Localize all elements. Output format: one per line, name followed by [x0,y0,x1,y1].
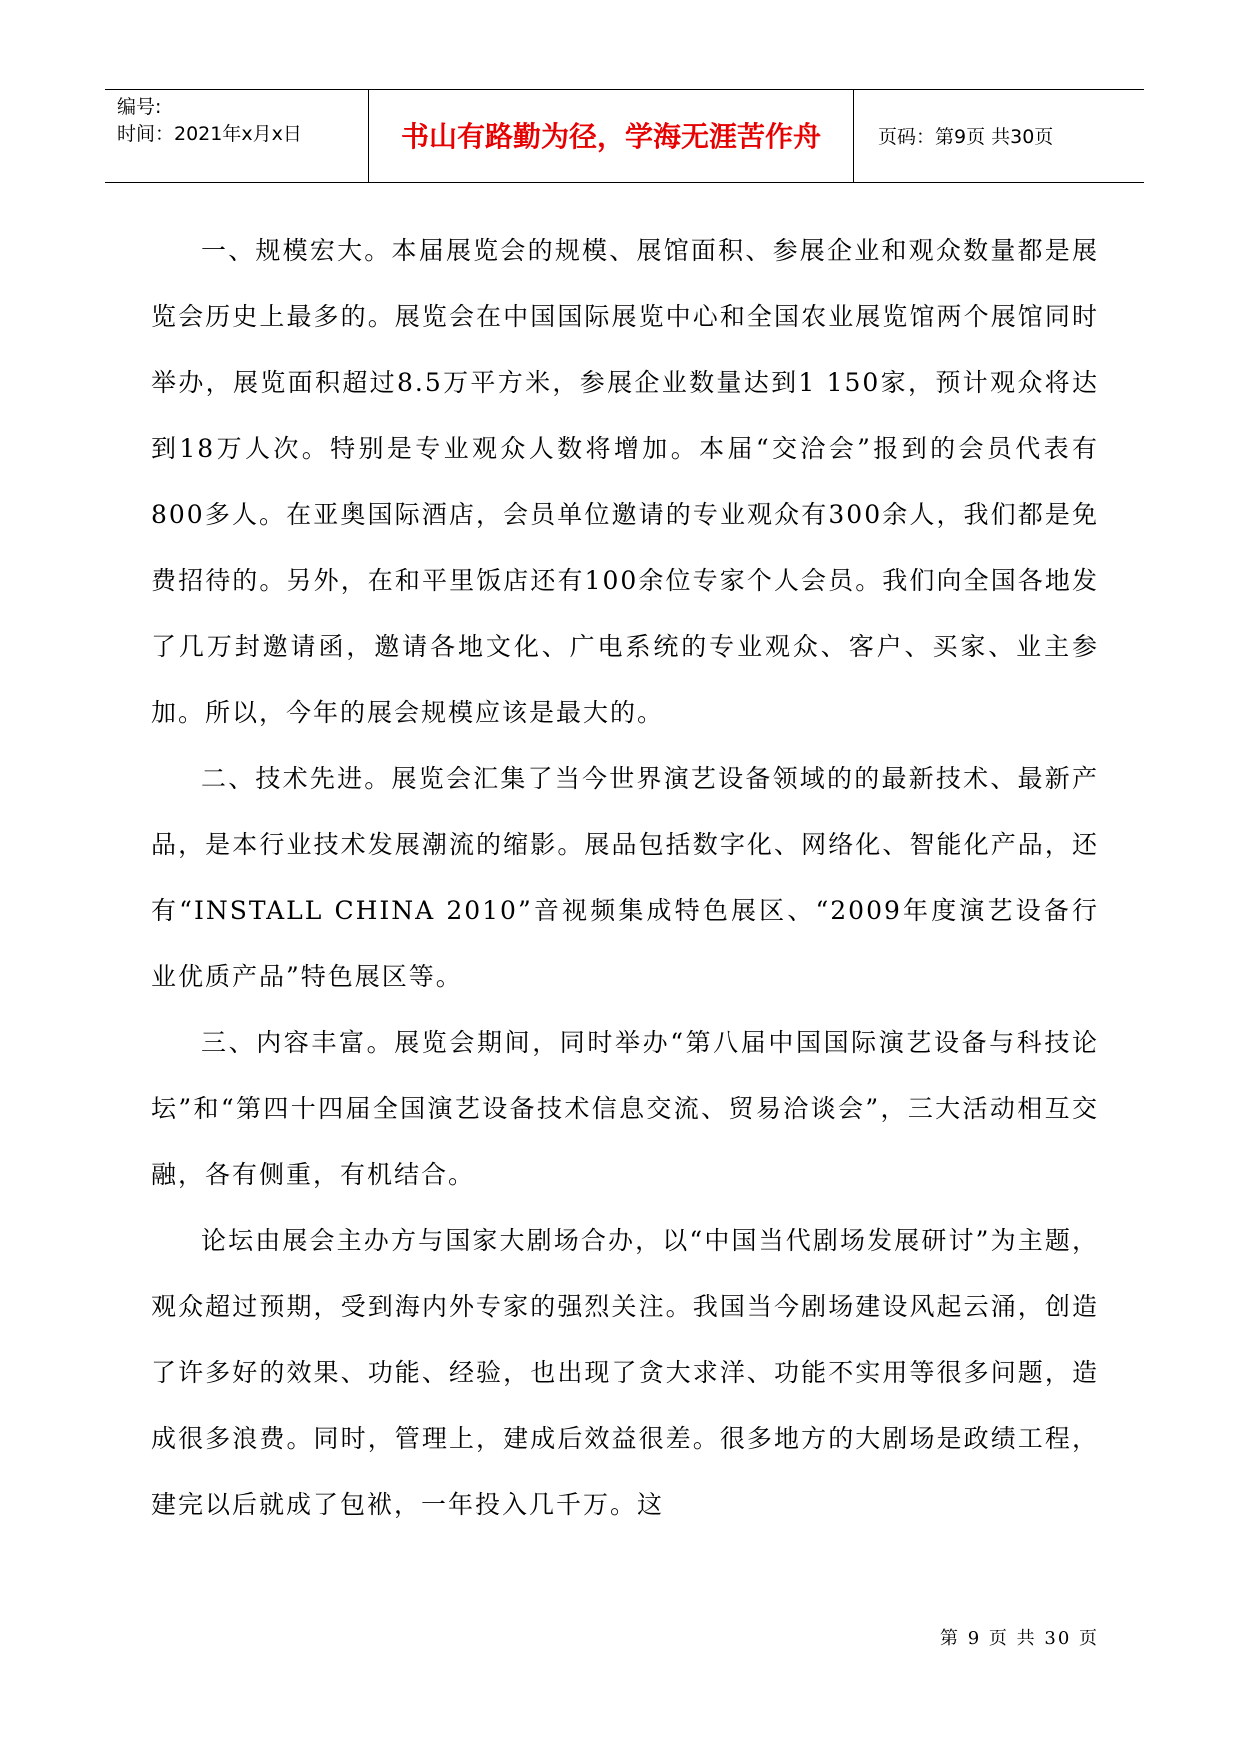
document-number-label: 编号: [117,96,162,118]
document-time-label: 时间：2021年x月x日 [117,123,302,145]
paragraph-content: 三、内容丰富。展览会期间，同时举办“第八届中国国际演艺设备与科技论坛”和“第四十四届全国演艺设备技术信息交流、贸易洽谈会”，三大活动相互交融，各有侧重，有机结合。 [151,1028,1099,1189]
header-page-cell [854,90,1144,182]
document-header [105,89,1144,183]
document-body [151,218,1099,1538]
paragraph-technology: 二、技术先进。展览会汇集了当今世界演艺设备领域的的最新技术、最新产品，是本行业技术发展潮流的缩影。展品包括数字化、网络化、智能化产品，还有“INSTALL CHINA 2010”音视频集成特色展区、“2009年度演艺设备行业优质产品”特色展区等。 [151,764,1099,991]
header-meta-cell [105,90,369,182]
page-footer: 第 9 页 共 30 页 [940,1628,1099,1649]
header-page-code: 页码：第9页 共30页 [878,126,1054,148]
header-motto-cell [369,90,854,182]
header-motto: 书山有路勤为径，学海无涯苦作舟 [400,120,821,153]
paragraph-scale: 一、规模宏大。本届展览会的规模、展馆面积、参展企业和观众数量都是展览会历史上最多的。展览会在中国国际展览中心和全国农业展览馆两个展馆同时举办，展览面积超过8.5万平方米，参展企业数量达到1 150家，预计观众将达到18万人次。特别是专业观众人数将增加。本届“交洽会”报到的会员代表有800多人。在亚奥国际酒店，会员单位邀请的专业观众有300余人，我们都是免费招待的。另外，在和平里饭店还有100余位专家个人会员。我们向全国各地发了几万封邀请函，邀请各地文化、广电系统的专业观众、客户、买家、业主参加。所以，今年的展会规模应该是最大的。 [151,236,1099,727]
paragraph-forum: 论坛由展会主办方与国家大剧场合办，以“中国当代剧场发展研讨”为主题，观众超过预期，受到海内外专家的强烈关注。我国当今剧场建设风起云涌，创造了许多好的效果、功能、经验，也出现了贪大求洋、功能不实用等很多问题，造成很多浪费。同时，管理上，建成后效益很差。很多地方的大剧场是政绩工程，建完以后就成了包袱，一年投入几千万。这 [151,1226,1099,1519]
